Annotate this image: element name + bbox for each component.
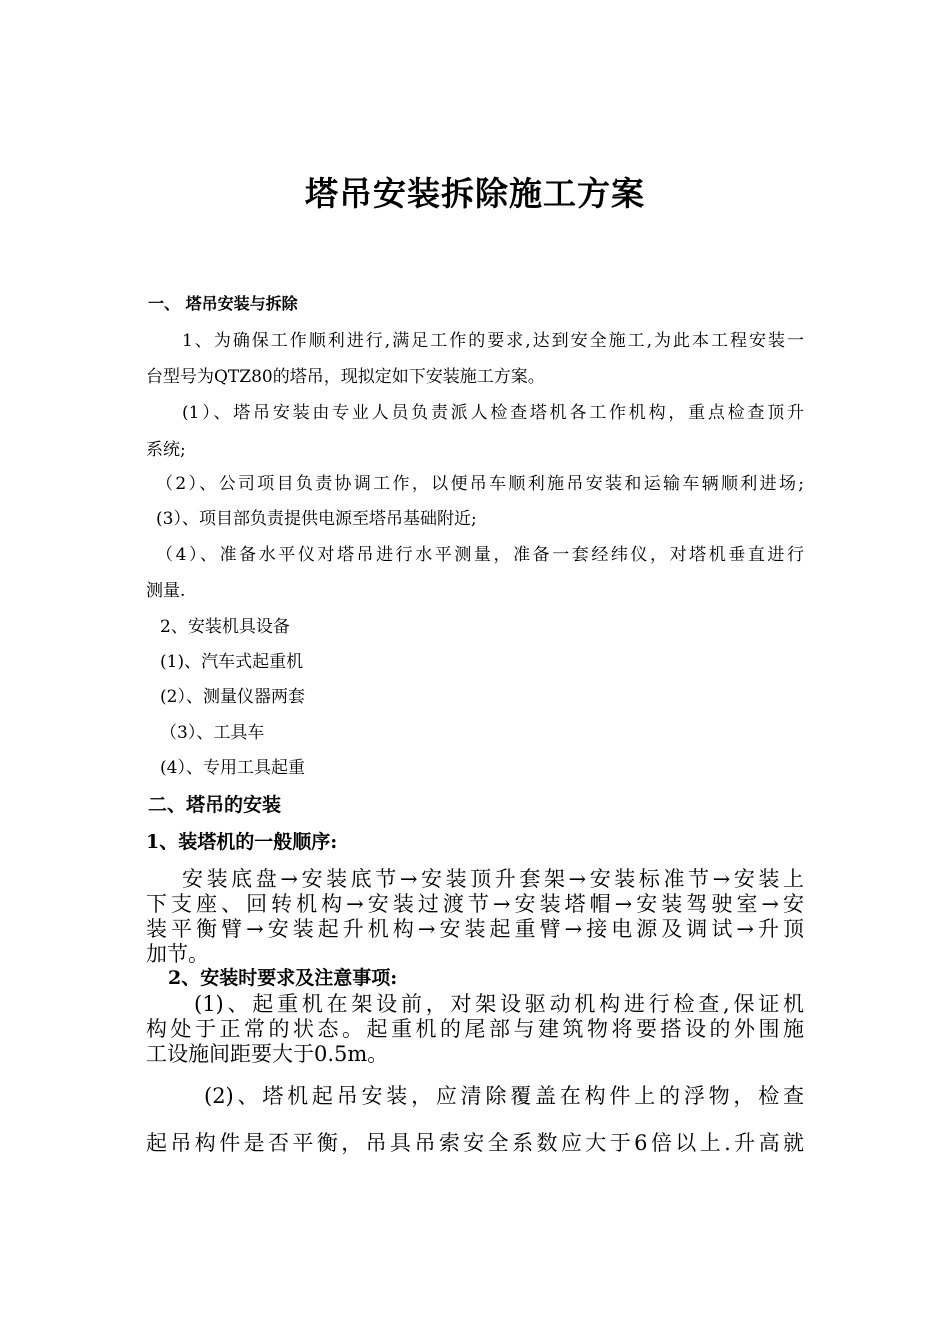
requirement1-line3: 工设施间距要大于0.5m。 (146, 1042, 389, 1066)
requirement1-line1: (1)、起重机在架设前，对架设驱动机构进行检查,保证机 (194, 992, 804, 1016)
sequence-line4: 加节。 (146, 942, 209, 966)
section2-sub2-heading: 2、安装时要求及注意事项: (168, 967, 398, 989)
section1-p1-line1: 1、为确保工作顺利进行,满足工作的要求,达到安全施工,为此本工程安装一 (182, 331, 804, 351)
sequence-line1: 安装底盘→安装底节→安装顶升套架→安装标准节→安装上 (182, 867, 804, 891)
requirement2-line1: (2)、塔机起吊安装，应清除覆盖在构件上的浮物，检查 (204, 1084, 804, 1108)
item1-line2: 系统; (146, 440, 186, 460)
equipment-item-4: (4）、专用工具起重 (160, 758, 305, 778)
equipment-item-1: (1)、汽车式起重机 (160, 652, 304, 672)
item2-line: （2）、公司项目负责协调工作，以便吊车顺利施吊安装和运输车辆顺利进场; (156, 474, 804, 494)
section2-sub1-heading: 1、装塔机的一般顺序: (146, 831, 338, 853)
sequence-line3: 装平衡臂→安装起升机构→安装起重臂→接电源及调试→升顶 (146, 917, 804, 941)
item4-line2: 测量. (146, 581, 186, 601)
item1-line1: (1）、塔吊安装由专业人员负责派人检查塔机各工作机构，重点检查顶升 (182, 403, 804, 423)
equipment-item-3: （3）、工具车 (160, 723, 265, 743)
section2-heading: 二、塔吊的安装 (148, 794, 282, 816)
item4-line1: （4）、准备水平仪对塔吊进行水平测量，准备一套经纬仪，对塔机垂直进行 (156, 545, 804, 565)
document-title: 塔吊安装拆除施工方案 (305, 174, 645, 213)
sequence-line2: 下支座、回转机构→安装过渡节→安装塔帽→安装驾驶室→安 (146, 892, 804, 916)
requirement1-line2: 构处于正常的状态。起重机的尾部与建筑物将要搭设的外围施 (146, 1017, 804, 1041)
requirement2-line2: 起吊构件是否平衡，吊具吊索安全系数应大于6倍以上.升高就 (146, 1131, 804, 1155)
equipment-item-2: (2）、测量仪器两套 (160, 687, 305, 707)
item3-line: (3）、项目部负责提供电源至塔吊基础附近; (156, 509, 477, 529)
section1-heading: 一、 塔吊安装与拆除 (148, 294, 298, 313)
section1-p1-line2: 台型号为QTZ80的塔吊，现拟定如下安装施工方案。 (146, 367, 545, 387)
equipment-heading: 2、安装机具设备 (160, 617, 290, 637)
